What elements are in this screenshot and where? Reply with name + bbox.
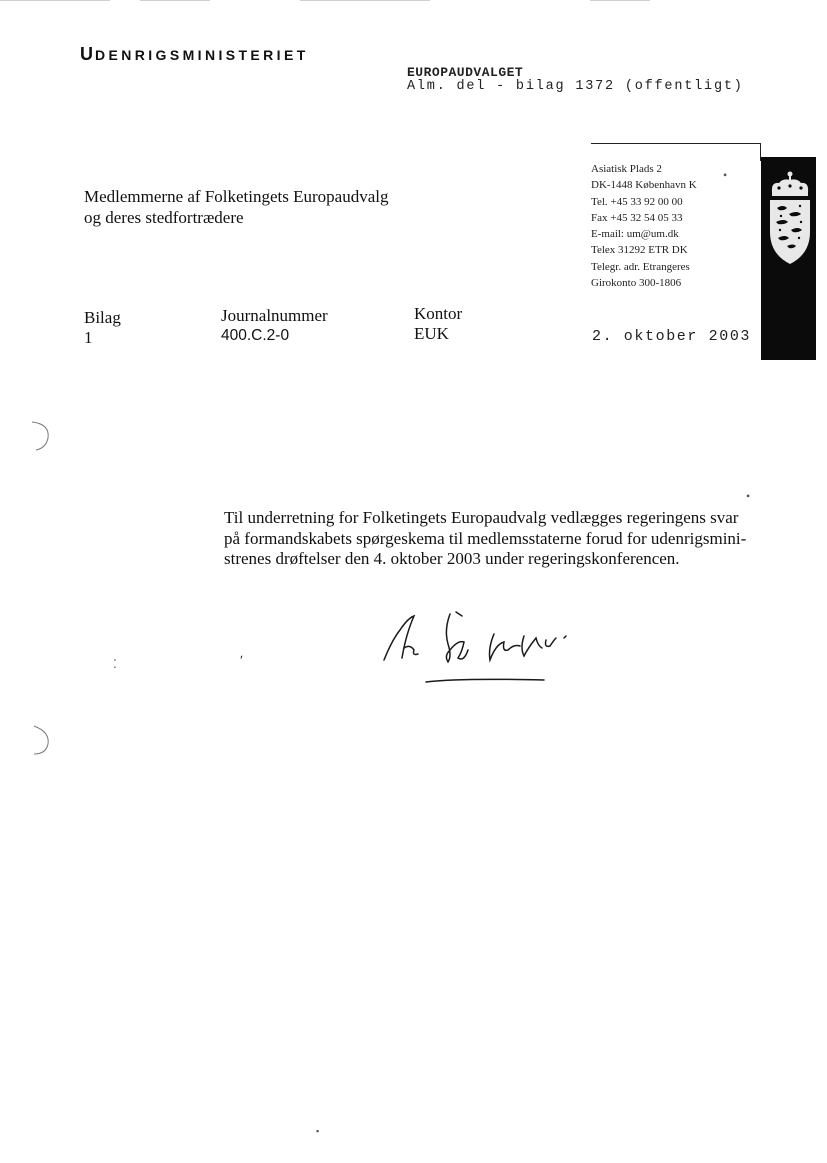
body-line-1: Til underretning for Folketingets Europaudvalg vedlægges regeringens svar <box>224 508 739 527</box>
address-line: Telegr. adr. Etrangeres <box>591 260 690 273</box>
recipient-block <box>84 186 389 228</box>
punch-hole-mark <box>30 418 54 457</box>
stamp-reference: Alm. del - bilag 1372 (offentligt) <box>407 79 744 94</box>
punch-hole-mark <box>30 724 54 763</box>
scan-speck: • <box>746 489 751 503</box>
scan-artifact-line <box>0 0 110 1</box>
letter-date: 2. oktober 2003 <box>592 328 752 345</box>
ministry-letterhead <box>80 44 309 65</box>
stamp-committee: EUROPAUDVALGET <box>407 65 524 80</box>
committee-stamp <box>407 66 744 94</box>
body-line-2: på formandskabets spørgeskema til medlemsstaterne forud for udenrigsmini- <box>224 528 747 548</box>
scan-artifact-line <box>300 0 430 1</box>
kontor-value: EUK <box>414 324 449 343</box>
address-line: DK-1448 København K <box>591 179 697 192</box>
scan-speck: • <box>723 168 728 182</box>
journal-value: 400.C.2-0 <box>221 327 290 344</box>
address-line: E-mail: um@um.dk <box>591 228 679 241</box>
scan-speck: ▪ <box>316 1126 320 1136</box>
bilag-label: Bilag <box>84 308 121 327</box>
address-rule <box>591 143 761 144</box>
ministry-name-rest: DENRIGSMINISTERIET <box>95 47 309 63</box>
bilag-block <box>84 308 121 348</box>
ministry-initial: U <box>80 44 95 64</box>
scan-speck: ʹ <box>240 654 244 669</box>
scan-artifact-line <box>590 0 650 1</box>
scan-speck: ⁚ <box>113 657 117 671</box>
kontor-label: Kontor <box>414 304 463 323</box>
body-line-3: strenes drøftelser den 4. oktober 2003 under regeringskonferencen. <box>224 549 680 568</box>
address-line: Girokonto 300-1806 <box>591 277 682 290</box>
journal-label: Journalnummer <box>221 306 328 325</box>
recipient-line-2: og deres stedfortrædere <box>84 208 244 227</box>
scan-artifact-line <box>140 0 210 1</box>
journal-block <box>221 306 328 346</box>
letter-body <box>224 508 769 570</box>
address-line: Tel. +45 33 92 00 00 <box>591 195 683 208</box>
sender-address <box>591 161 697 291</box>
bilag-value: 1 <box>84 328 93 347</box>
handwritten-signature-icon <box>378 600 578 695</box>
recipient-line-1: Medlemmerne af Folketingets Europaudvalg <box>84 187 389 206</box>
address-line: Telex 31292 ETR DK <box>591 244 688 257</box>
address-line: Asiatisk Plads 2 <box>591 163 662 175</box>
address-line: Fax +45 32 54 05 33 <box>591 211 683 224</box>
kontor-block <box>414 304 462 344</box>
danish-royal-crest-icon <box>767 170 813 280</box>
